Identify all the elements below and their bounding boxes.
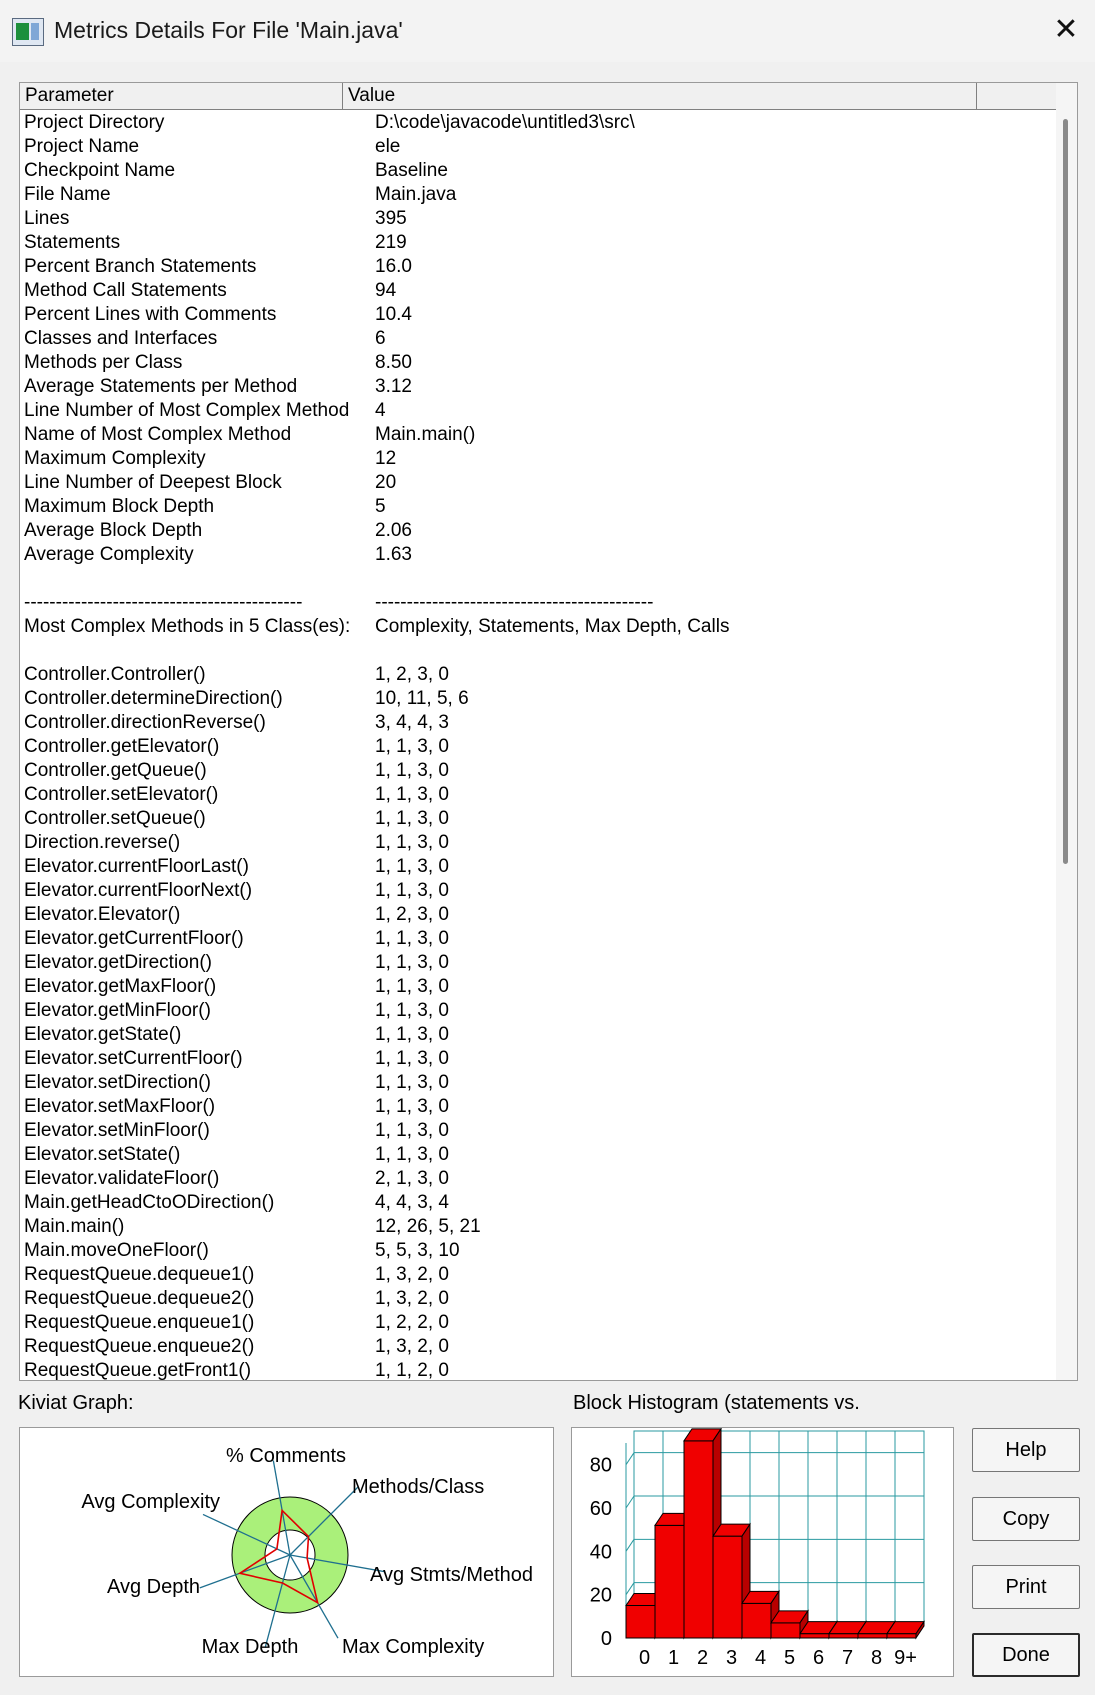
column-header-parameter[interactable]: Parameter (20, 83, 343, 109)
histogram-bar (887, 1634, 916, 1638)
metric-row[interactable] (24, 1071, 1054, 1095)
metric-row[interactable] (24, 1119, 1054, 1143)
metric-row[interactable] (24, 783, 1054, 807)
histogram-y-tick-label: 20 (589, 1584, 612, 1607)
metric-parameter: Project Directory (24, 112, 165, 133)
done-button[interactable]: Done (972, 1633, 1080, 1677)
column-header (20, 83, 1056, 110)
metric-parameter: Average Block Depth (24, 520, 203, 541)
histogram-bar (742, 1603, 771, 1638)
kiviat-axis-label: Avg Complexity (81, 1491, 220, 1513)
metric-row[interactable] (24, 207, 1054, 231)
metric-row[interactable] (24, 1023, 1054, 1047)
metric-parameter: -------------------------------------------- (24, 592, 303, 613)
histogram-y-tick-label: 40 (589, 1541, 612, 1564)
metric-row[interactable] (24, 255, 1054, 279)
histogram-gridline (626, 1583, 634, 1595)
metric-row[interactable] (24, 135, 1054, 159)
histogram-bar (626, 1606, 655, 1639)
metric-parameter: Elevator.getMaxFloor() (24, 976, 217, 997)
metric-value: 12, 26, 5, 21 (375, 1216, 481, 1237)
metric-value: 1, 1, 3, 0 (375, 1000, 449, 1021)
metric-value: 1, 1, 3, 0 (375, 1120, 449, 1141)
kiviat-graph (20, 1428, 553, 1676)
histogram-gridline (626, 1453, 634, 1465)
metric-parameter: Elevator.setMaxFloor() (24, 1096, 216, 1117)
metric-parameter: Elevator.validateFloor() (24, 1168, 220, 1189)
metric-parameter: Methods per Class (24, 352, 183, 373)
histogram-y-tick-label: 60 (589, 1498, 612, 1520)
kiviat-axis-label: Avg Depth (106, 1576, 200, 1598)
metric-value: 1, 1, 3, 0 (375, 976, 449, 997)
metric-parameter: Average Complexity (24, 544, 194, 565)
histogram-x-tick-label: 6 (812, 1647, 825, 1669)
metric-parameter: RequestQueue.enqueue1() (24, 1312, 255, 1333)
metric-row[interactable] (24, 687, 1054, 711)
metric-value: 1, 3, 2, 0 (375, 1264, 449, 1285)
metric-value: 4 (375, 400, 386, 421)
histogram-x-tick-label: 2 (696, 1647, 709, 1669)
metric-value: 1, 1, 3, 0 (375, 928, 449, 949)
metric-value: 1, 1, 3, 0 (375, 1072, 449, 1093)
histogram-bar (771, 1623, 800, 1638)
histogram-bar (655, 1525, 684, 1638)
metric-parameter: Elevator.setCurrentFloor() (24, 1048, 243, 1069)
metric-value: 1, 1, 3, 0 (375, 784, 449, 805)
histogram-y-tick-label: 80 (589, 1454, 612, 1477)
metric-parameter: Lines (24, 208, 70, 229)
histogram-bar (800, 1634, 829, 1638)
metric-value: 1, 3, 2, 0 (375, 1336, 449, 1357)
metric-row[interactable] (24, 375, 1054, 399)
metric-row[interactable] (24, 183, 1054, 207)
metric-row[interactable] (24, 903, 1054, 927)
metric-row[interactable] (24, 1263, 1054, 1287)
metric-value: 1, 1, 3, 0 (375, 736, 449, 757)
metric-parameter: Controller.directionReverse() (24, 712, 266, 733)
metric-value: 16.0 (375, 256, 412, 277)
metric-row[interactable] (24, 303, 1054, 327)
metric-row[interactable] (24, 327, 1054, 351)
metric-row[interactable] (24, 807, 1054, 831)
metric-parameter: Elevator.currentFloorLast() (24, 856, 249, 877)
close-button[interactable]: ✕ (1053, 13, 1079, 46)
metric-parameter: Line Number of Deepest Block (24, 472, 282, 493)
metric-value: ele (375, 136, 401, 157)
metrics-rows (24, 111, 1054, 1381)
histogram-y-tick-label: 0 (600, 1628, 612, 1650)
metric-value: 5 (375, 496, 386, 517)
metric-row[interactable] (24, 1359, 1054, 1381)
metric-row[interactable] (24, 399, 1054, 423)
metric-row[interactable] (24, 999, 1054, 1023)
vertical-scrollbar[interactable] (1056, 83, 1077, 1380)
metric-row[interactable] (24, 855, 1054, 879)
metric-value: 1, 1, 3, 0 (375, 1048, 449, 1069)
metric-parameter: Checkpoint Name (24, 160, 176, 181)
metric-parameter: Project Name (24, 136, 140, 157)
metric-parameter: Name of Most Complex Method (24, 424, 292, 445)
metric-row[interactable] (24, 1167, 1054, 1191)
metric-value: 5, 5, 3, 10 (375, 1240, 460, 1261)
kiviat-axis-label: Max Complexity (342, 1636, 485, 1658)
histogram-bar (713, 1536, 742, 1638)
metric-value: Baseline (375, 160, 448, 181)
kiviat-axis-label: % Comments (225, 1445, 347, 1467)
metric-parameter: Maximum Block Depth (24, 496, 215, 517)
histogram-bar (684, 1441, 713, 1638)
metric-value: 8.50 (375, 352, 412, 373)
metric-row[interactable] (24, 351, 1054, 375)
metric-row[interactable] (24, 927, 1054, 951)
print-button[interactable]: Print (972, 1565, 1080, 1609)
metric-value: 1, 1, 3, 0 (375, 1024, 449, 1045)
metric-value: 12 (375, 448, 397, 469)
metric-value: 4, 4, 3, 4 (375, 1192, 449, 1213)
metric-row[interactable] (24, 111, 1054, 135)
metric-value: 10, 11, 5, 6 (375, 688, 469, 709)
metric-row[interactable] (24, 711, 1054, 735)
block-histogram-panel (571, 1427, 954, 1677)
metric-parameter: Main.getHeadCtoODirection() (24, 1192, 275, 1213)
histogram-x-tick-label: 8 (870, 1647, 883, 1669)
metric-value: 2, 1, 3, 0 (375, 1168, 449, 1189)
metric-parameter: RequestQueue.getFront1() (24, 1360, 252, 1381)
metric-row[interactable] (24, 1335, 1054, 1359)
metric-row[interactable] (24, 1095, 1054, 1119)
metric-parameter: Statements (24, 232, 121, 253)
metric-row[interactable] (24, 471, 1054, 495)
metric-value: 1, 1, 3, 0 (375, 760, 449, 781)
metric-value: 3.12 (375, 376, 412, 397)
metric-row[interactable] (24, 495, 1054, 519)
metric-parameter: Method Call Statements (24, 280, 227, 301)
metric-row[interactable] (24, 1191, 1054, 1215)
histogram-x-tick-label: 5 (783, 1647, 796, 1669)
metric-value: 6 (375, 328, 386, 349)
metric-parameter: File Name (24, 184, 111, 205)
metric-value: 94 (375, 280, 397, 301)
histogram-x-tick-label: 1 (667, 1647, 680, 1669)
metric-value: D:\code\javacode\untitled3\src\ (375, 112, 635, 133)
metric-value: 2.06 (375, 520, 412, 541)
metric-value: 1, 1, 3, 0 (375, 808, 449, 829)
metric-parameter: Percent Lines with Comments (24, 304, 277, 325)
metric-row[interactable] (24, 279, 1054, 303)
metric-value: 1, 1, 3, 0 (375, 952, 449, 973)
metric-row[interactable] (24, 567, 1054, 591)
histogram-gridline (626, 1496, 634, 1508)
metric-value: 219 (375, 232, 407, 253)
metric-row[interactable] (24, 759, 1054, 783)
metric-parameter: Elevator.setMinFloor() (24, 1120, 210, 1141)
metric-row[interactable] (24, 519, 1054, 543)
kiviat-label: Kiviat Graph: (18, 1392, 134, 1414)
metric-row[interactable] (24, 615, 1054, 639)
metric-parameter: Elevator.getDirection() (24, 952, 212, 973)
metric-value: -------------------------------------------- (375, 592, 654, 613)
histogram-gridline (626, 1539, 634, 1551)
metrics-report-list[interactable] (19, 82, 1078, 1381)
metric-parameter: Elevator.getMinFloor() (24, 1000, 211, 1021)
metric-value: 1, 2, 2, 0 (375, 1312, 449, 1333)
metric-row[interactable] (24, 1143, 1054, 1167)
metric-parameter: Most Complex Methods in 5 Class(es): (24, 616, 351, 637)
histogram-bar (858, 1634, 887, 1638)
metric-parameter: Direction.reverse() (24, 832, 181, 853)
window-title: Metrics Details For File 'Main.java' (54, 17, 403, 43)
app-window-icon (12, 18, 44, 46)
metric-parameter: Controller.Controller() (24, 664, 206, 685)
metric-value: 1, 1, 3, 0 (375, 880, 449, 901)
metric-value: 1, 1, 2, 0 (375, 1360, 449, 1381)
metric-value: Complexity, Statements, Max Depth, Calls (375, 616, 730, 637)
metric-parameter: Percent Branch Statements (24, 256, 257, 277)
metric-row[interactable] (24, 543, 1054, 567)
histogram-x-tick-label: 9+ (894, 1647, 917, 1669)
metric-parameter: Elevator.currentFloorNext() (24, 880, 253, 901)
title-bar (0, 0, 1095, 62)
metric-value: 1, 1, 3, 0 (375, 832, 449, 853)
histogram-label: Block Histogram (statements vs. (573, 1392, 860, 1414)
metric-value: 1, 1, 3, 0 (375, 856, 449, 877)
metric-value: 1, 1, 3, 0 (375, 1144, 449, 1165)
metric-parameter: Controller.setQueue() (24, 808, 206, 829)
metric-value: 10.4 (375, 304, 412, 325)
metric-row[interactable] (24, 951, 1054, 975)
scrollbar-thumb[interactable] (1063, 119, 1068, 864)
histogram-bar (829, 1634, 858, 1638)
metric-row[interactable] (24, 735, 1054, 759)
metric-parameter: Elevator.getState() (24, 1024, 182, 1045)
metric-parameter: Elevator.setDirection() (24, 1072, 211, 1093)
metric-row[interactable] (24, 423, 1054, 447)
metric-value: 1, 2, 3, 0 (375, 904, 449, 925)
metric-value: Main.java (375, 184, 457, 205)
kiviat-axis-label: Avg Stmts/Method (370, 1564, 534, 1586)
metric-row[interactable] (24, 663, 1054, 687)
metric-row[interactable] (24, 231, 1054, 255)
kiviat-axis-label: Methods/Class (352, 1476, 485, 1498)
metric-parameter: Main.main() (24, 1216, 125, 1237)
metric-row[interactable] (24, 1287, 1054, 1311)
metric-parameter: Controller.determineDirection() (24, 688, 283, 709)
metric-parameter: Controller.getElevator() (24, 736, 220, 757)
help-button[interactable]: Help (972, 1428, 1080, 1472)
column-header-value[interactable]: Value (343, 83, 977, 109)
metric-row[interactable] (24, 639, 1054, 663)
metric-row[interactable] (24, 1311, 1054, 1335)
metric-row[interactable] (24, 879, 1054, 903)
metric-parameter: Classes and Interfaces (24, 328, 218, 349)
metric-parameter: RequestQueue.dequeue2() (24, 1288, 255, 1309)
histogram-x-tick-label: 4 (754, 1647, 767, 1669)
metric-row[interactable] (24, 159, 1054, 183)
metric-value: 1, 1, 3, 0 (375, 1096, 449, 1117)
metric-value: Main.main() (375, 424, 476, 445)
metric-value: 1, 2, 3, 0 (375, 664, 449, 685)
kiviat-graph-panel (19, 1427, 554, 1677)
metric-parameter: RequestQueue.dequeue1() (24, 1264, 255, 1285)
metric-row[interactable] (24, 1215, 1054, 1239)
metric-value: 1.63 (375, 544, 412, 565)
metric-parameter: Controller.setElevator() (24, 784, 219, 805)
kiviat-axis-label: Max Depth (201, 1636, 299, 1658)
metric-row[interactable] (24, 1047, 1054, 1071)
metric-parameter: Line Number of Most Complex Method (24, 400, 350, 421)
metric-row[interactable] (24, 831, 1054, 855)
block-histogram (572, 1428, 953, 1676)
metric-row[interactable] (24, 1239, 1054, 1263)
metric-parameter: RequestQueue.enqueue2() (24, 1336, 255, 1357)
metric-parameter: Main.moveOneFloor() (24, 1240, 209, 1261)
metric-row[interactable] (24, 591, 1054, 615)
metric-parameter: Average Statements per Method (24, 376, 298, 397)
metric-value: 1, 3, 2, 0 (375, 1288, 449, 1309)
metric-parameter: Elevator.setState() (24, 1144, 181, 1165)
metric-value: 20 (375, 472, 397, 493)
metric-parameter: Controller.getQueue() (24, 760, 207, 781)
metric-parameter: Elevator.getCurrentFloor() (24, 928, 244, 949)
histogram-x-tick-label: 3 (725, 1647, 738, 1669)
histogram-x-tick-label: 7 (841, 1647, 854, 1669)
copy-button[interactable]: Copy (972, 1497, 1080, 1541)
histogram-x-tick-label: 0 (638, 1647, 651, 1669)
metric-parameter: Maximum Complexity (24, 448, 206, 469)
metric-row[interactable] (24, 447, 1054, 471)
metric-value: 3, 4, 4, 3 (375, 712, 449, 733)
metric-parameter: Elevator.Elevator() (24, 904, 181, 925)
metric-row[interactable] (24, 975, 1054, 999)
metric-value: 395 (375, 208, 407, 229)
